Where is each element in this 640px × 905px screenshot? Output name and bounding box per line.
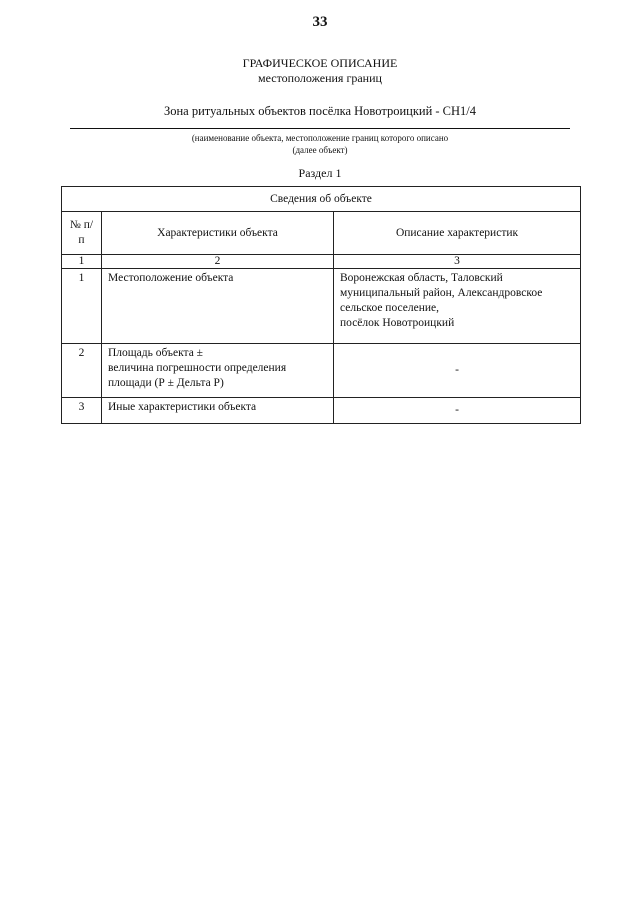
header-description: Описание характеристик <box>334 212 581 255</box>
row-num: 3 <box>62 398 102 424</box>
heading-title: ГРАФИЧЕСКОЕ ОПИСАНИЕ <box>242 56 398 70</box>
page-number: 33 <box>312 14 328 30</box>
row-num: 1 <box>62 269 102 344</box>
characteristic-line: Площадь объекта ± <box>108 347 203 359</box>
caption-line-2: (далее объект) <box>292 145 348 155</box>
column-numbers-row <box>62 255 581 269</box>
row-num: 2 <box>62 344 102 398</box>
row-description: - <box>334 344 581 398</box>
header-num: № п/п <box>62 212 102 255</box>
table-caption: Сведения об объекте <box>62 187 581 212</box>
column-number: 1 <box>62 255 102 269</box>
description-line: Воронежская область, Таловский <box>340 272 503 284</box>
document-heading <box>0 56 640 86</box>
column-number: 2 <box>102 255 334 269</box>
heading-subtitle: местоположения границ <box>258 71 382 85</box>
description-line: муниципальный район, Александровское <box>340 287 543 299</box>
object-name: Зона ритуальных объектов посёлка Новотроицкий - СН1/4 <box>163 104 477 118</box>
section-title: Раздел 1 <box>298 166 342 180</box>
object-name-caption <box>0 132 640 156</box>
row-characteristic <box>102 344 334 398</box>
description-line: посёлок Новотроицкий <box>340 317 455 329</box>
row-characteristic: Иные характеристики объекта <box>102 398 334 424</box>
table-row <box>62 344 581 398</box>
description-line: сельское поселение, <box>340 302 439 314</box>
object-name-underline <box>70 128 570 129</box>
header-characteristic: Характеристики объекта <box>102 212 334 255</box>
table-row <box>62 398 581 424</box>
characteristic-line: величина погрешности определения <box>108 362 287 374</box>
row-characteristic: Местоположение объекта <box>102 269 334 344</box>
object-info-table <box>61 186 581 424</box>
table-row <box>62 269 581 344</box>
row-description <box>334 269 581 344</box>
caption-line-1: (наименование объекта, местоположение границ которого описано <box>191 133 449 143</box>
row-description: - <box>334 398 581 424</box>
column-number: 3 <box>334 255 581 269</box>
characteristic-line: площади (Р ± Дельта Р) <box>108 377 224 389</box>
